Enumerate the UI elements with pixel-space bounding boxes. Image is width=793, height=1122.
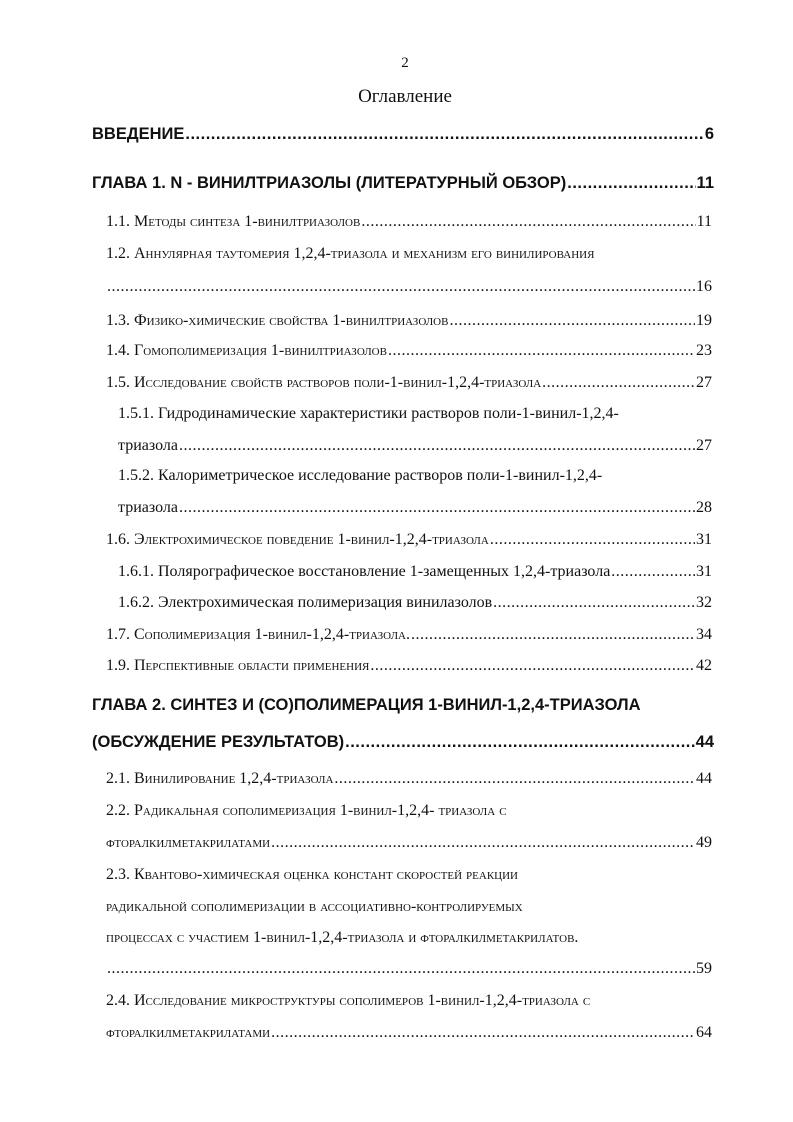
toc-entry-2-1[interactable] bbox=[106, 770, 712, 788]
toc-entry-label: ГЛАВА 1. N - ВИНИЛТРИАЗОЛЫ (ЛИТЕРАТУРНЫЙ ОБЗОР) bbox=[92, 174, 567, 192]
toc-page-number: 44 bbox=[696, 770, 712, 787]
toc-page-number: 59 bbox=[696, 960, 712, 977]
toc-entry-1-6[interactable] bbox=[106, 531, 712, 549]
toc-entry-1-6-1[interactable] bbox=[118, 563, 712, 581]
toc-entry-1-2[interactable]: 1.2. Аннулярная таутомерия 1,2,4-триазола и механизм его винилирования bbox=[106, 245, 595, 262]
toc-leader bbox=[411, 626, 695, 644]
toc-page-number: 44 bbox=[695, 733, 714, 751]
toc-entry-label: 1.4. Гомополимеризация 1-винилтриазолов bbox=[106, 342, 387, 359]
toc-page-number: 42 bbox=[696, 657, 712, 674]
toc-leader bbox=[107, 278, 695, 296]
toc-page-number: 23 bbox=[696, 342, 712, 359]
toc-entry-label: 1.1. Методы синтеза 1-винилтриазолов bbox=[106, 213, 361, 230]
toc-page-number: 16 bbox=[696, 278, 712, 295]
toc-entry-intro[interactable] bbox=[92, 125, 714, 144]
toc-page-number: 6 bbox=[704, 125, 714, 143]
toc-page-number: 64 bbox=[696, 1024, 712, 1041]
toc-entry-label: 1.7. Сополимеризация 1-винил-1,2,4-триазола. bbox=[106, 626, 410, 643]
toc-entry-1-6-2[interactable] bbox=[118, 594, 712, 612]
toc-leader bbox=[542, 374, 695, 392]
toc-page-number: 34 bbox=[696, 626, 712, 643]
toc-entry-1-5-1[interactable]: 1.5.1. Гидродинамические характеристики растворов поли-1-винил-1,2,4- bbox=[118, 405, 619, 422]
toc-page-number: 32 bbox=[696, 594, 712, 611]
toc-entry-label: 1.6. Электрохимическое поведение 1-винил-1,2,4-триазола bbox=[106, 531, 489, 548]
toc-entry-label: 1.3. Физико-химические свойства 1-винилтриазолов bbox=[106, 312, 449, 329]
toc-page-number: 11 bbox=[696, 213, 712, 230]
toc-entry-1-5-1-cont bbox=[118, 437, 712, 455]
toc-entry-2-4[interactable]: 2.4. Исследование микроструктуры сополимеров 1-винил-1,2,4-триазола с bbox=[106, 992, 591, 1009]
toc-entry-chapter-1[interactable] bbox=[92, 174, 714, 193]
toc-page-number: 28 bbox=[696, 499, 712, 516]
toc-entry-chapter-2-cont bbox=[92, 733, 714, 752]
toc-entry-label: 1.6.1. Полярографическое восстановление 1-замещенных 1,2,4-триазола bbox=[118, 563, 611, 580]
page-title: Оглавление bbox=[358, 86, 452, 107]
toc-leader bbox=[490, 531, 695, 549]
toc-leader bbox=[179, 499, 695, 517]
toc-leader bbox=[611, 563, 695, 581]
toc-entry-label: ВВЕДЕНИЕ bbox=[92, 125, 185, 143]
toc-leader bbox=[107, 960, 695, 978]
toc-leader bbox=[345, 733, 695, 752]
toc-entry-2-3-leader bbox=[106, 960, 712, 978]
toc-leader bbox=[388, 342, 695, 360]
toc-entry-2-2[interactable]: 2.2. Радикальная сополимеризация 1-винил-1,2,4- триазола с bbox=[106, 802, 507, 819]
toc-entry-label: триазола bbox=[118, 437, 178, 454]
toc-page-number: 27 bbox=[696, 374, 712, 391]
toc-leader bbox=[334, 770, 695, 788]
toc-entry-2-2-cont bbox=[106, 834, 712, 852]
toc-entry-2-3-line3: процессах с участием 1-винил-1,2,4-триазола и фторалкилметакрилатов. bbox=[106, 929, 579, 946]
toc-entry-1-1[interactable] bbox=[106, 213, 712, 231]
toc-entry-label: 1.6.2. Электрохимическая полимеризация винилазолов bbox=[118, 594, 493, 611]
toc-entry-2-3[interactable]: 2.3. Квантово-химическая оценка констант скоростей реакции bbox=[106, 866, 519, 883]
toc-leader bbox=[370, 657, 695, 675]
toc-page-number: 31 bbox=[696, 531, 712, 548]
toc-entry-label: фторалкилметакрилатами bbox=[106, 834, 271, 851]
page-number: 2 bbox=[401, 55, 409, 71]
toc-entry-1-5-2-cont bbox=[118, 499, 712, 517]
toc-entry-1-5[interactable] bbox=[106, 374, 712, 392]
toc-entry-1-3[interactable] bbox=[106, 312, 712, 330]
toc-entry-label: 1.5. Исследование свойств растворов поли-1-винил-1,2,4-триазола bbox=[106, 374, 542, 391]
toc-page-number: 49 bbox=[696, 834, 712, 851]
toc-entry-chapter-2[interactable]: ГЛАВА 2. СИНТЕЗ И (СО)ПОЛИМЕРАЦИЯ 1-ВИНИЛ-1,2,4-ТРИАЗОЛА bbox=[92, 696, 641, 714]
toc-leader bbox=[449, 312, 695, 330]
toc-page-number: 31 bbox=[696, 563, 712, 580]
toc-entry-1-4[interactable] bbox=[106, 342, 712, 360]
toc-leader bbox=[179, 437, 695, 455]
toc-leader bbox=[271, 834, 695, 852]
toc-page-number: 19 bbox=[696, 312, 712, 329]
toc-leader bbox=[567, 174, 695, 193]
toc-entry-label: 1.9. Перспективные области применения bbox=[106, 657, 370, 674]
toc-entry-2-3-line2: радикальной сополимеризации в ассоциативно-контролируемых bbox=[106, 898, 523, 915]
toc-leader bbox=[361, 213, 695, 231]
toc-leader bbox=[271, 1024, 695, 1042]
toc-entry-label: фторалкилметакрилатами bbox=[106, 1024, 271, 1041]
toc-page-number: 27 bbox=[696, 437, 712, 454]
toc-entry-label: триазола bbox=[118, 499, 178, 516]
toc-entry-1-5-2[interactable]: 1.5.2. Калориметрическое исследование растворов поли-1-винил-1,2,4- bbox=[118, 467, 603, 484]
toc-entry-1-7[interactable] bbox=[106, 626, 712, 644]
toc-leader bbox=[493, 594, 695, 612]
toc-entry-label: 2.1. Винилирование 1,2,4-триазола bbox=[106, 770, 334, 787]
toc-entry-1-9[interactable] bbox=[106, 657, 712, 675]
toc-entry-2-4-cont bbox=[106, 1024, 712, 1042]
toc-entry-label: (ОБСУЖДЕНИЕ РЕЗУЛЬТАТОВ) bbox=[92, 733, 345, 751]
toc-entry-1-2-leader bbox=[106, 278, 712, 296]
toc-page-number: 11 bbox=[696, 174, 714, 192]
toc-leader bbox=[185, 125, 703, 144]
